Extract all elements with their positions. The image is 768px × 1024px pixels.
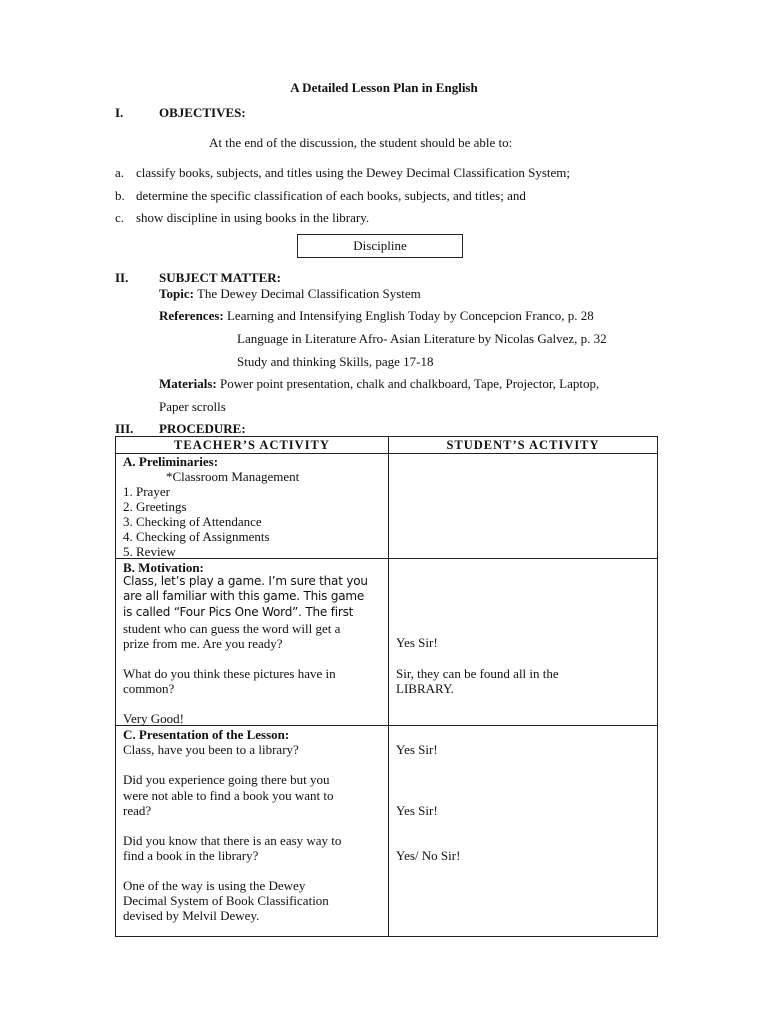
student-response: Sir, they can be found all in the (396, 666, 559, 681)
presentation-question: were not able to find a book you want to (123, 788, 334, 803)
materials-value: Power point presentation, chalk and chalkboard, Tape, Projector, Laptop, (220, 376, 600, 391)
preliminaries-sub: *Classroom Management (166, 469, 300, 484)
motivation-line: prize from me. Are you ready? (123, 636, 283, 651)
preliminary-item: 3. Checking of Attendance (123, 514, 262, 529)
reference-1: Learning and Intensifying English Today by Concepcion Franco, p. 28 (226, 308, 594, 323)
objective-letter-c: c. (115, 210, 125, 225)
objective-letter-b: b. (115, 188, 125, 203)
column-divider (388, 437, 389, 936)
student-column-header: STUDENT’S ACTIVITY (446, 438, 600, 452)
student-response: Yes Sir! (396, 742, 438, 757)
presentation-line: One of the way is using the Dewey (123, 878, 306, 893)
objectives-numeral: I. (115, 105, 124, 120)
presentation-line: Decimal System of Book Classification (123, 893, 329, 908)
materials-line (159, 376, 599, 391)
topic-line (159, 286, 421, 301)
references-label: References: (159, 308, 224, 323)
references-line (159, 308, 594, 323)
reference-2: Language in Literature Afro- Asian Literature by Nicolas Galvez, p. 32 (237, 331, 607, 346)
motivation-heading: B. Motivation: (123, 560, 204, 575)
motivation-line: is called “Four Pics One Word”. The first (123, 605, 354, 619)
objective-a: classify books, subjects, and titles using the Dewey Decimal Classification System; (136, 165, 570, 180)
preliminary-item: 2. Greetings (123, 499, 187, 514)
presentation-heading: C. Presentation of the Lesson: (123, 727, 290, 742)
materials-value-2: Paper scrolls (159, 399, 226, 414)
objective-letter-a: a. (115, 165, 125, 180)
preliminaries-heading: A. Preliminaries: (123, 454, 219, 469)
student-response: Yes Sir! (396, 803, 438, 818)
topic-label: Topic: (159, 286, 194, 301)
presentation-question: Did you experience going there but you (123, 772, 330, 787)
motivation-line: Class, let’s play a game. I’m sure that you (123, 574, 368, 588)
procedure-heading: PROCEDURE: (159, 421, 246, 436)
subject-numeral: II. (115, 270, 129, 285)
objectives-heading: OBJECTIVES: (159, 105, 246, 120)
motivation-question: common? (123, 681, 175, 696)
preliminary-item: 4. Checking of Assignments (123, 529, 270, 544)
row-divider-2 (116, 725, 657, 726)
objective-c: show discipline in using books in the library. (136, 210, 370, 225)
student-response: LIBRARY. (396, 681, 454, 696)
document-title: A Detailed Lesson Plan in English (290, 80, 478, 95)
student-response: Yes Sir! (396, 635, 438, 650)
presentation-question: Did you know that there is an easy way to (123, 833, 342, 848)
motivation-line: are all familiar with this game. This game (123, 589, 365, 603)
motivation-question: What do you think these pictures have in (123, 666, 336, 681)
presentation-line: devised by Melvil Dewey. (123, 908, 260, 923)
row-divider-1 (116, 558, 657, 559)
motivation-line: student who can guess the word will get a (123, 621, 341, 636)
topic-value: The Dewey Decimal Classification System (196, 286, 421, 301)
preliminary-item: 5. Review (123, 544, 176, 559)
preliminary-item: 1. Prayer (123, 484, 170, 499)
objective-b: determine the specific classification of each books, subjects, and titles; and (136, 188, 526, 203)
materials-label: Materials: (159, 376, 217, 391)
value-box: Discipline (297, 234, 463, 258)
student-response: Yes/ No Sir! (396, 848, 461, 863)
presentation-question: find a book in the library? (123, 848, 259, 863)
teacher-column-header: TEACHER’S ACTIVITY (174, 438, 330, 452)
reference-3: Study and thinking Skills, page 17-18 (237, 354, 434, 369)
subject-heading: SUBJECT MATTER: (159, 270, 281, 285)
procedure-numeral: III. (115, 421, 134, 436)
motivation-praise: Very Good! (123, 711, 185, 726)
objectives-intro: At the end of the discussion, the student should be able to: (209, 135, 513, 150)
presentation-question: Class, have you been to a library? (123, 742, 299, 757)
presentation-question: read? (123, 803, 152, 818)
procedure-table (115, 436, 658, 937)
